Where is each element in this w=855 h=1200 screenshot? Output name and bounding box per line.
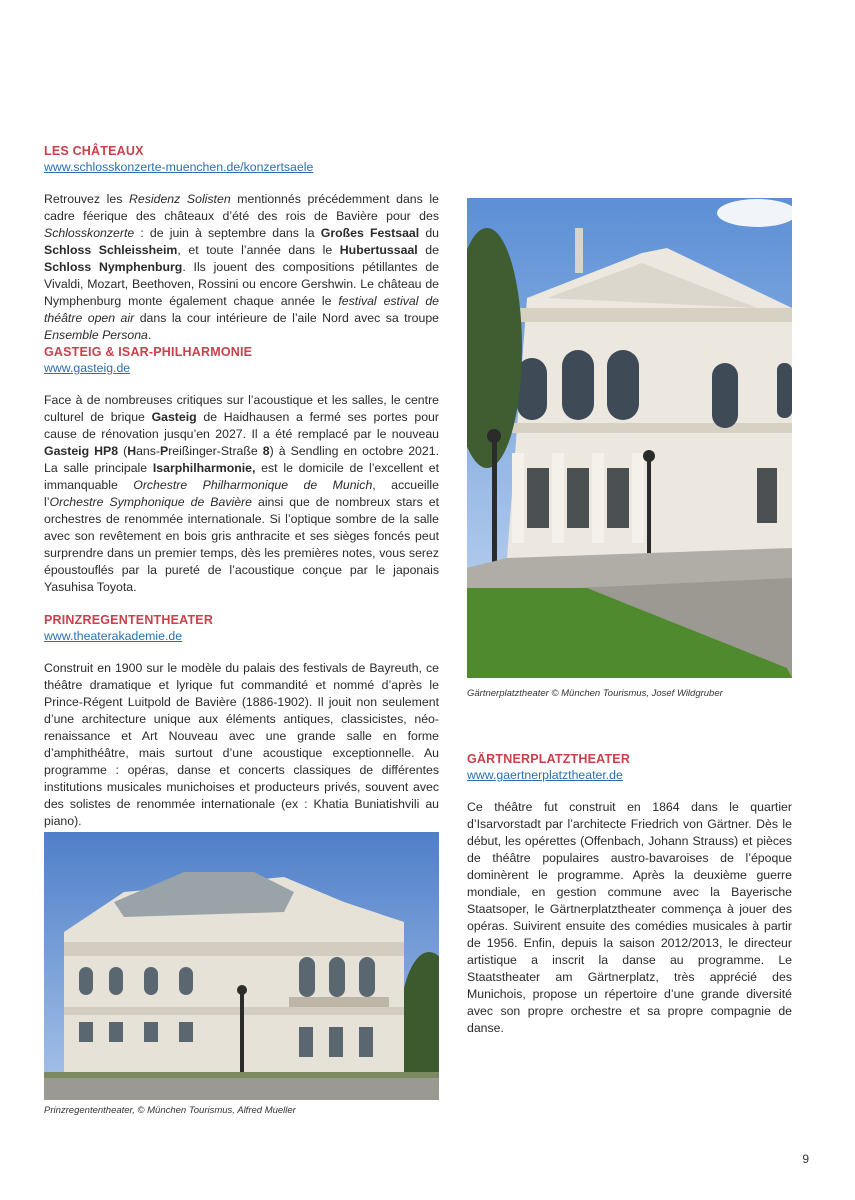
prinz-body: Construit en 1900 sur le modèle du palais des festivals de Bayreuth, ce théâtre dramatique et lyrique fut commandité et nommé d’après le Prince-Régent Luitpold de Bavière (1886-1902). Il jouit non seulement d’une architecture unique aux éléments antiques, classicistes, néo-renaissance et Art Nouveau avec une grande salle en forme d’amphithéâtre, mais surtout d’une acoustique exceptionnelle. Au programme : opéras, danse et concerts classiques de différentes institutions musicales munichoises et producteurs privés, souvent avec des solistes de renommée internationale (ex : Khatia Buniatishvili au piano). <box>44 661 439 828</box>
section-chateaux <box>44 143 439 344</box>
section-heading: GÄRTNERPLATZTHEATER <box>467 752 631 766</box>
chateaux-body: Retrouvez les Residenz Solisten mentionnés précédemment dans le cadre féerique des châteaux d’été des rois de Bavière pour des Schlosskonzerte : de juin à septembre dans la Großes Festsaal du Schloss Schleissheim, et toute l’année dans le Hubertussaal de Schloss Nymphenburg. Ils jouent des compositions pétillantes de Vivaldi, Mozart, Beethoven, Rossini ou encore Gershwin. Le château de Nymphenburg monte également chaque année le festival estival de théâtre open air dans la cour intérieure de l’aile Nord avec sa troupe Ensemble Persona. <box>44 192 440 342</box>
section-heading: PRINZREGENTENTHEATER <box>44 613 214 627</box>
gasteig-body: Face à de nombreuses critiques sur l’acoustique et les salles, le centre culturel de brique Gasteig de Haidhausen a fermé ses portes pour cause de rénovation jusqu’en 2027. Il a été remplacé par le nouveau Gasteig HP8 (Hans-Preißinger-Straße 8) à Sendling en octobre 2021. La salle principale Isarphilharmonie, est le domicile de l’excellent et immanquable Orchestre Philharmonique de Munich, accueille l’Orchestre Symphonique de Bavière ainsi que de nombreux stars et orchestres de renommée internationale. Si l’optique sombre de la salle avec son revêtement en bois gris anthracite et ses sièges foncés peut surprendre dans un premier temps, dès les premières notes, vous serez époustouflés par la pureté de l’acoustique conçue par le japonais Yasuhisa Toyota. <box>44 393 439 594</box>
prinz-photo-caption: Prinzregententheater, © München Tourismus, Alfred Mueller <box>44 1105 296 1116</box>
section-heading: GASTEIG & ISAR-PHILHARMONIE <box>44 345 253 359</box>
section-gasteig <box>44 344 439 596</box>
gasteig-link[interactable]: www.gasteig.de <box>44 361 131 375</box>
gaertner-body: Ce théâtre fut construit en 1864 dans le quartier d’Isarvorstadt par l’architecte Friedrich von Gärtner. Dès le début, les opérettes (Offenbach, Johann Strauss) et pièces de théâtre populaires austro-bavaroises de l’époque dominèrent le programme. Après la deuxième guerre mondiale, en gestion commune avec la Bayerische Staatsoper, le Gärtnerplatztheater commença à jouer des opéras. Suivirent ensuite des comédies musicales à partir de 1956. Enfin, depuis la saison 2012/2013, le directeur artistique a inscrit la danse au programme. Le Staatstheater am Gärtnerplatz, très apprécié des Munichois, propose un répertoire d’une grande diversité avec son propre orchestre et sa propre compagnie de danse. <box>467 800 792 1035</box>
page-number: 9 <box>802 1152 809 1166</box>
chateaux-link[interactable]: www.schlosskonzerte-muenchen.de/konzertsaele <box>44 160 314 174</box>
prinz-link[interactable]: www.theaterakademie.de <box>44 629 183 643</box>
section-prinzregententheater <box>44 612 439 830</box>
prinzregententheater-photo <box>44 832 439 1100</box>
gaertner-link[interactable]: www.gaertnerplatztheater.de <box>467 768 623 782</box>
section-gaertnerplatztheater <box>467 751 792 1037</box>
gaertnerplatztheater-photo <box>467 198 792 678</box>
section-heading: LES CHÂTEAUX <box>44 144 144 158</box>
gaertner-photo-caption: Gärtnerplatztheater © München Tourismus, Josef Wildgruber <box>467 688 723 699</box>
